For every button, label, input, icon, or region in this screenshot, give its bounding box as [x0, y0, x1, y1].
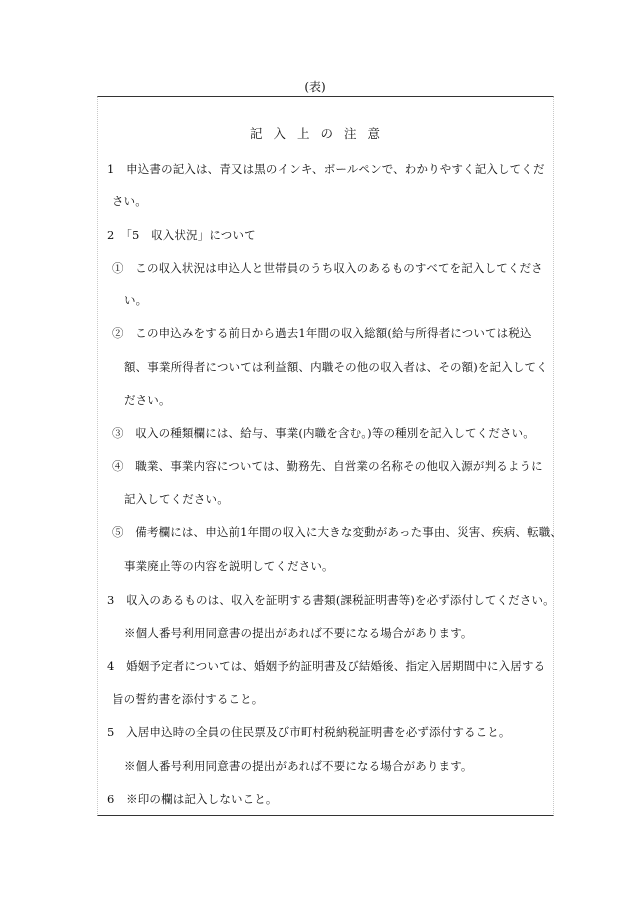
note-2-item-5-line-2: 事業廃止等の内容を説明してください。	[124, 559, 334, 573]
notes-frame	[97, 96, 554, 816]
page-side-label: (表)	[304, 80, 326, 94]
notes-title: 記入上の注意	[249, 126, 391, 141]
note-2-item-1-line-1: ① この収入状況は申込人と世帯員のうち収入のあるものすべてを記入してくださ	[112, 261, 543, 275]
note-3-line-1: 3 収入のあるものは、収入を証明する書類(課税証明書等)を必ず添付してください。	[107, 593, 555, 607]
note-2-item-2-line-3: ださい。	[124, 393, 171, 407]
note-2-heading: 2 「5 収入状況」について	[107, 228, 256, 242]
note-3-line-2: ※個人番号利用同意書の提出があれば不要になる場合があります。	[124, 626, 473, 640]
note-4-line-2: 旨の誓約書を添付すること。	[112, 692, 264, 706]
note-2-item-3: ③ 収入の種類欄には、給与、事業(内職を含む。)等の種別を記入してください。	[112, 426, 535, 440]
note-2-item-4-line-2: 記入してください。	[124, 492, 229, 506]
note-2-item-2-line-1: ② この申込みをする前日から過去1年間の収入総額(給与所得者については税込	[112, 326, 532, 340]
note-1-line-2: さい。	[112, 194, 147, 208]
note-4-line-1: 4 婚姻予定者については、婚姻予約証明書及び結婚後、指定入居期間中に入居する	[107, 659, 546, 673]
note-1-line-1: 1 申込書の記入は、青又は黒のインキ、ボールペンで、わかりやすく記入してくだ	[107, 162, 545, 176]
note-5-line-2: ※個人番号利用同意書の提出があれば不要になる場合があります。	[124, 759, 473, 773]
note-5-line-1: 5 入居申込時の全員の住民票及び市町村税納税証明書を必ず添付すること。	[107, 725, 511, 739]
note-6: 6 ※印の欄は記入しないこと。	[107, 792, 278, 806]
note-2-item-5-line-1: ⑤ 備考欄には、申込前1年間の収入に大きな変動があった事由、災害、疾病、転職、	[112, 525, 563, 539]
note-2-item-1-line-2: い。	[124, 293, 148, 307]
note-2-item-4-line-1: ④ 職業、事業内容については、勤務先、自営業の名称その他収入源が判るように	[112, 459, 543, 473]
note-2-item-2-line-2: 額、事業所得者については利益額、内職その他の収入者は、その額)を記入してく	[124, 360, 548, 374]
